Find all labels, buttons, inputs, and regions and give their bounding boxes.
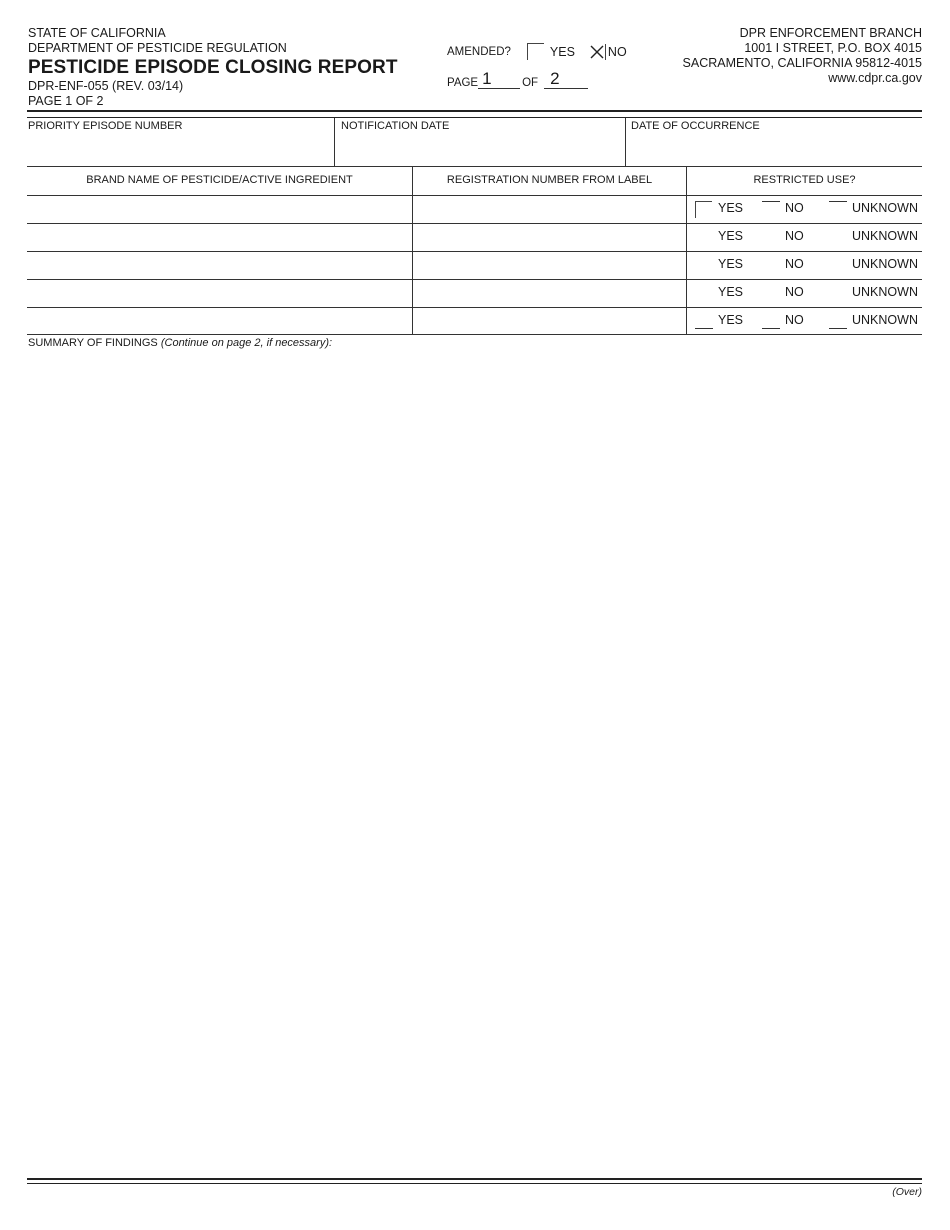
- amended-yes-label: YES: [549, 44, 575, 59]
- brand-name-input-row-4[interactable]: [27, 280, 412, 307]
- restricted-no-checkbox-row-1[interactable]: [762, 201, 780, 202]
- field-divider: [334, 118, 335, 166]
- restricted-unknown-checkbox-row-5[interactable]: [829, 328, 847, 329]
- registration-number-input-row-4[interactable]: [413, 280, 686, 307]
- restricted-unknown-label: UNKNOWN: [852, 313, 918, 327]
- restricted-yes-label[interactable]: YES: [718, 285, 744, 299]
- form-number: DPR-ENF-055 (REV. 03/14): [28, 79, 184, 93]
- restricted-no-checkbox-row-5[interactable]: [762, 328, 780, 329]
- summary-note: (Continue on page 2, if necessary):: [160, 337, 333, 349]
- page-number-field: [447, 70, 588, 89]
- amended-label: AMENDED?: [447, 45, 511, 58]
- restricted-no-label[interactable]: NO: [785, 257, 804, 271]
- amended-field: [447, 43, 641, 60]
- brand-name-input-row-2[interactable]: [27, 224, 412, 251]
- brand-name-input-row-5[interactable]: [27, 308, 412, 334]
- city-address: SACRAMENTO, CALIFORNIA 95812-4015: [682, 56, 922, 70]
- registration-number-input-row-1[interactable]: [413, 196, 686, 223]
- restricted-unknown-label[interactable]: UNKNOWN: [852, 285, 918, 299]
- column-header-brand-name: BRAND NAME OF PESTICIDE/ACTIVE INGREDIENT: [86, 174, 353, 186]
- restricted-no-label: NO: [785, 201, 804, 215]
- table-bottom-border: [27, 334, 922, 335]
- checkmark-x-icon: [590, 45, 604, 59]
- restricted-unknown-label[interactable]: UNKNOWN: [852, 257, 918, 271]
- department-name: DEPARTMENT OF PESTICIDE REGULATION: [28, 41, 287, 55]
- registration-number-input-row-3[interactable]: [413, 252, 686, 279]
- form-title: PESTICIDE EPISODE CLOSING REPORT: [28, 57, 398, 78]
- brand-name-input-row-3[interactable]: [27, 252, 412, 279]
- registration-number-input-row-2[interactable]: [413, 224, 686, 251]
- footer-divider: [27, 1178, 922, 1180]
- brand-name-input-row-1[interactable]: [27, 196, 412, 223]
- date-of-occurrence-field[interactable]: DATE OF OCCURRENCE: [631, 120, 760, 132]
- restricted-yes-label: YES: [718, 313, 744, 327]
- notification-date-field[interactable]: NOTIFICATION DATE: [341, 120, 450, 132]
- restricted-yes-label[interactable]: YES: [718, 229, 744, 243]
- page-count: PAGE 1 OF 2: [28, 94, 104, 108]
- website: www.cdpr.ca.gov: [828, 71, 922, 85]
- header-divider-thin: [27, 117, 922, 118]
- restricted-unknown-checkbox-row-1[interactable]: [829, 201, 847, 202]
- office-address: [683, 26, 922, 86]
- restricted-yes-checkbox-row-1[interactable]: [695, 201, 712, 218]
- total-pages-input[interactable]: 2: [544, 70, 588, 89]
- state-name: STATE OF CALIFORNIA: [28, 26, 166, 40]
- registration-number-input-row-5[interactable]: [413, 308, 686, 334]
- amended-no-checkbox[interactable]: [589, 44, 606, 60]
- priority-episode-number-field[interactable]: PRIORITY EPISODE NUMBER: [28, 120, 183, 132]
- restricted-no-label[interactable]: NO: [785, 285, 804, 299]
- table-top-border: [27, 166, 922, 167]
- field-divider: [625, 118, 626, 166]
- page-label: PAGE: [447, 77, 479, 89]
- branch-name: DPR ENFORCEMENT BRANCH: [739, 26, 922, 40]
- column-header-restricted-use: RESTRICTED USE?: [753, 174, 856, 186]
- amended-no-label: NO: [607, 44, 627, 59]
- over-label: (Over): [892, 1186, 922, 1198]
- footer-divider-thin: [27, 1183, 922, 1184]
- amended-yes-checkbox[interactable]: [527, 43, 544, 60]
- street-address: 1001 I STREET, P.O. BOX 4015: [744, 41, 922, 55]
- summary-of-findings-input[interactable]: [27, 352, 922, 1174]
- restricted-yes-checkbox-row-5[interactable]: [695, 328, 713, 329]
- of-label: OF: [522, 77, 539, 89]
- restricted-no-label[interactable]: NO: [785, 229, 804, 243]
- restricted-no-label: NO: [785, 313, 804, 327]
- column-header-registration-number: REGISTRATION NUMBER FROM LABEL: [446, 174, 653, 186]
- summary-label: SUMMARY OF FINDINGS: [28, 337, 158, 349]
- page-input[interactable]: 1: [478, 70, 520, 89]
- summary-of-findings-label: [28, 337, 332, 349]
- restricted-yes-label: YES: [718, 201, 744, 215]
- form-header-left: [28, 26, 398, 109]
- restricted-yes-label[interactable]: YES: [718, 257, 744, 271]
- header-divider: [27, 110, 922, 112]
- restricted-unknown-label[interactable]: UNKNOWN: [852, 229, 918, 243]
- restricted-unknown-label: UNKNOWN: [852, 201, 918, 215]
